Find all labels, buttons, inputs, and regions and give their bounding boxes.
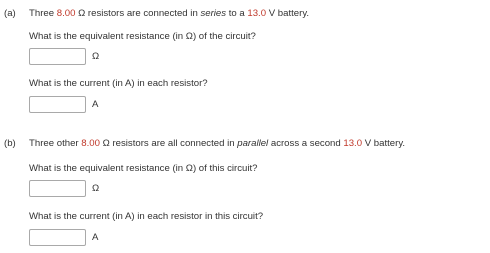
part-a-question-2: What is the current (in A) in each resistor?	[29, 78, 208, 89]
part-b-statement	[29, 138, 405, 150]
part-b-label: (b)	[4, 138, 16, 149]
part-a-current-input[interactable]	[29, 96, 86, 113]
part-b-text-mid2: across a second	[268, 138, 344, 149]
part-b-question-2: What is the current (in A) in each resistor in this circuit?	[29, 211, 264, 222]
part-b-text-post: V battery.	[362, 138, 406, 149]
part-a-ohm-unit: Ω	[92, 51, 100, 62]
part-b-ohm-unit: Ω	[92, 183, 100, 194]
part-a-text-post: V battery.	[266, 8, 310, 19]
part-a-resistance-value: 8.00	[56, 8, 76, 19]
part-a-statement	[29, 8, 309, 20]
part-b-equivalent-resistance-input[interactable]	[29, 180, 86, 197]
part-b-question-1: What is the equivalent resistance (in Ω) of this circuit?	[29, 163, 258, 174]
part-b-amp-unit: A	[92, 232, 99, 243]
part-b-voltage-value: 13.0	[343, 138, 363, 149]
part-b-current-input[interactable]	[29, 229, 86, 246]
part-b-text-pre: Three other	[29, 138, 82, 149]
part-a-label: (a)	[4, 8, 16, 19]
part-a-question-1: What is the equivalent resistance (in Ω) of the circuit?	[29, 31, 256, 42]
part-a-text-mid2: to a	[226, 8, 248, 19]
part-b-text-mid1: Ω resistors are all connected in	[99, 138, 238, 149]
part-a-connection-type: series	[200, 8, 227, 19]
part-a-text-mid1: Ω resistors are connected in	[75, 8, 201, 19]
part-a-text-pre: Three	[29, 8, 57, 19]
part-a-equivalent-resistance-input[interactable]	[29, 48, 86, 65]
part-b-resistance-value: 8.00	[81, 138, 100, 149]
part-a-voltage-value: 13.0	[247, 8, 267, 19]
part-b-connection-type: parallel	[237, 138, 269, 149]
part-a-amp-unit: A	[92, 99, 99, 110]
